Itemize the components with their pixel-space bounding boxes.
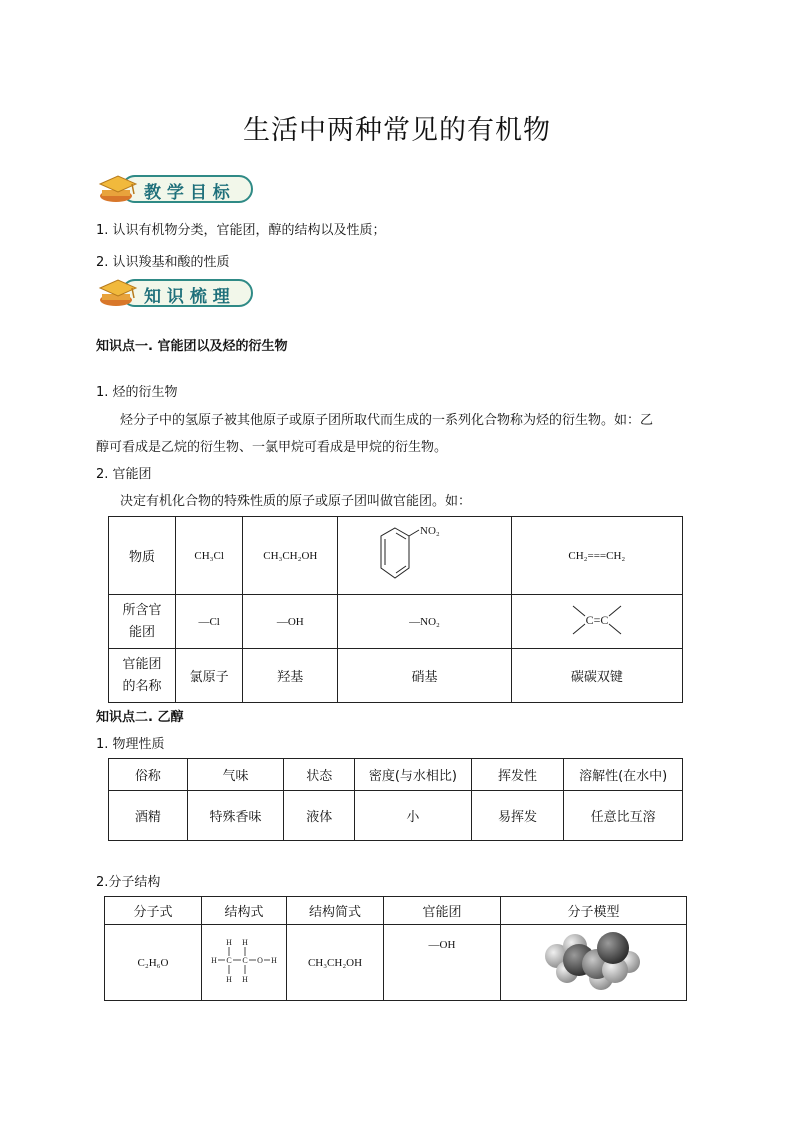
section1-sub2: 2. 官能团 [96, 467, 152, 482]
table-header-cell: 溶解性(在水中) [564, 759, 683, 791]
table-cell: 羟基 [243, 649, 338, 703]
table-header-cell: 密度(与水相比) [355, 759, 472, 791]
svg-text:H: H [226, 937, 232, 947]
table-cell: CH₃CH₂OH [287, 925, 384, 1001]
svg-text:H: H [271, 955, 277, 965]
section1-para2: 决定有机化合物的特殊性质的原子或原子团叫做官能团。如： [120, 494, 472, 509]
review-banner-label: 知 识 梳 理 [144, 287, 230, 307]
table-cell: —NO₂ [338, 595, 511, 649]
svg-text:H: H [242, 974, 248, 984]
table-cell: CH₃CH₂OH [243, 517, 338, 595]
svg-text:C: C [226, 955, 232, 965]
nitrobenzene-structure [365, 518, 485, 590]
row-label: 所含官 [122, 602, 162, 618]
ethanol-structural-formula [209, 936, 279, 986]
table-cell: 硝基 [338, 649, 511, 703]
section1-para1-line1: 烃分子中的氢原子被其他原子或原子团所取代而生成的一系列化合物称为烃的衍生物。如：乙 [120, 413, 654, 428]
goals-banner [96, 172, 256, 210]
table-cell: —OH [384, 925, 501, 1001]
table-cell: 物质 [109, 517, 176, 595]
table-cell: CH₂===CH₂ [511, 517, 682, 595]
table-cell: 氯原子 [176, 649, 243, 703]
table-cell: 易挥发 [471, 791, 564, 841]
table-cell: 碳碳双键 [511, 649, 682, 703]
table-header-cell: 状态 [284, 759, 355, 791]
table-header-cell: 俗称 [109, 759, 188, 791]
section1-heading: 知识点一. 官能团以及烃的衍生物 [96, 339, 288, 354]
table-cell: 液体 [284, 791, 355, 841]
molecule-model-cell [501, 925, 687, 1001]
svg-text:H: H [211, 955, 217, 965]
table-cell: 酒精 [109, 791, 188, 841]
table-cell: C₂H₆O [105, 925, 202, 1001]
table-header-cell: 分子模型 [501, 897, 687, 925]
svg-text:H: H [242, 937, 248, 947]
table-cell: CH₃Cl [176, 517, 243, 595]
nitrobenzene-cell [338, 517, 511, 595]
table-cell: 特殊香味 [187, 791, 284, 841]
svg-text:H: H [226, 974, 232, 984]
table-header-cell: 结构简式 [287, 897, 384, 925]
table-cell: 任意比互溶 [564, 791, 683, 841]
row-label: 官能团 [122, 656, 162, 672]
table-cell: 小 [355, 791, 472, 841]
table-header-cell: 气味 [187, 759, 284, 791]
goal-item: 1. 认识有机物分类，官能团，醇的结构以及性质； [96, 223, 386, 238]
review-banner [96, 276, 256, 314]
row-label: 的名称 [122, 678, 162, 694]
section2-heading: 知识点二. 乙醇 [96, 710, 184, 725]
functional-group-table [108, 516, 683, 703]
svg-text:O: O [257, 955, 263, 965]
table-header-cell: 结构式 [202, 897, 287, 925]
section1-sub1: 1. 烃的衍生物 [96, 385, 178, 400]
svg-text:C: C [242, 955, 248, 965]
double-bond-cell [511, 595, 682, 649]
section2-sub2: 2.分子结构 [96, 875, 161, 890]
nitro-label: NO₂ [419, 524, 440, 537]
table-cell: —Cl [176, 595, 243, 649]
table-header-cell: 官能团 [384, 897, 501, 925]
structural-formula-cell [202, 925, 287, 1001]
table-header-cell [109, 649, 176, 703]
table-header-cell [109, 595, 176, 649]
physical-properties-table [108, 758, 683, 841]
goals-banner-label: 教 学 目 标 [144, 183, 230, 203]
double-bond-structure [567, 600, 627, 640]
section2-sub1: 1. 物理性质 [96, 737, 165, 752]
section1-para1-line2: 醇可看成是乙烷的衍生物、一氯甲烷可看成是甲烷的衍生物。 [96, 440, 448, 455]
ethanol-molecule-model [539, 926, 649, 996]
molecular-structure-table [104, 896, 687, 1001]
page-title: 生活中两种常见的有机物 [243, 115, 551, 146]
row-label: 能团 [129, 624, 156, 640]
table-header-cell: 挥发性 [471, 759, 564, 791]
double-bond-label: C=C [585, 612, 609, 627]
table-header-cell: 分子式 [105, 897, 202, 925]
goal-item: 2. 认识羧基和酸的性质 [96, 255, 230, 270]
table-cell: —OH [243, 595, 338, 649]
